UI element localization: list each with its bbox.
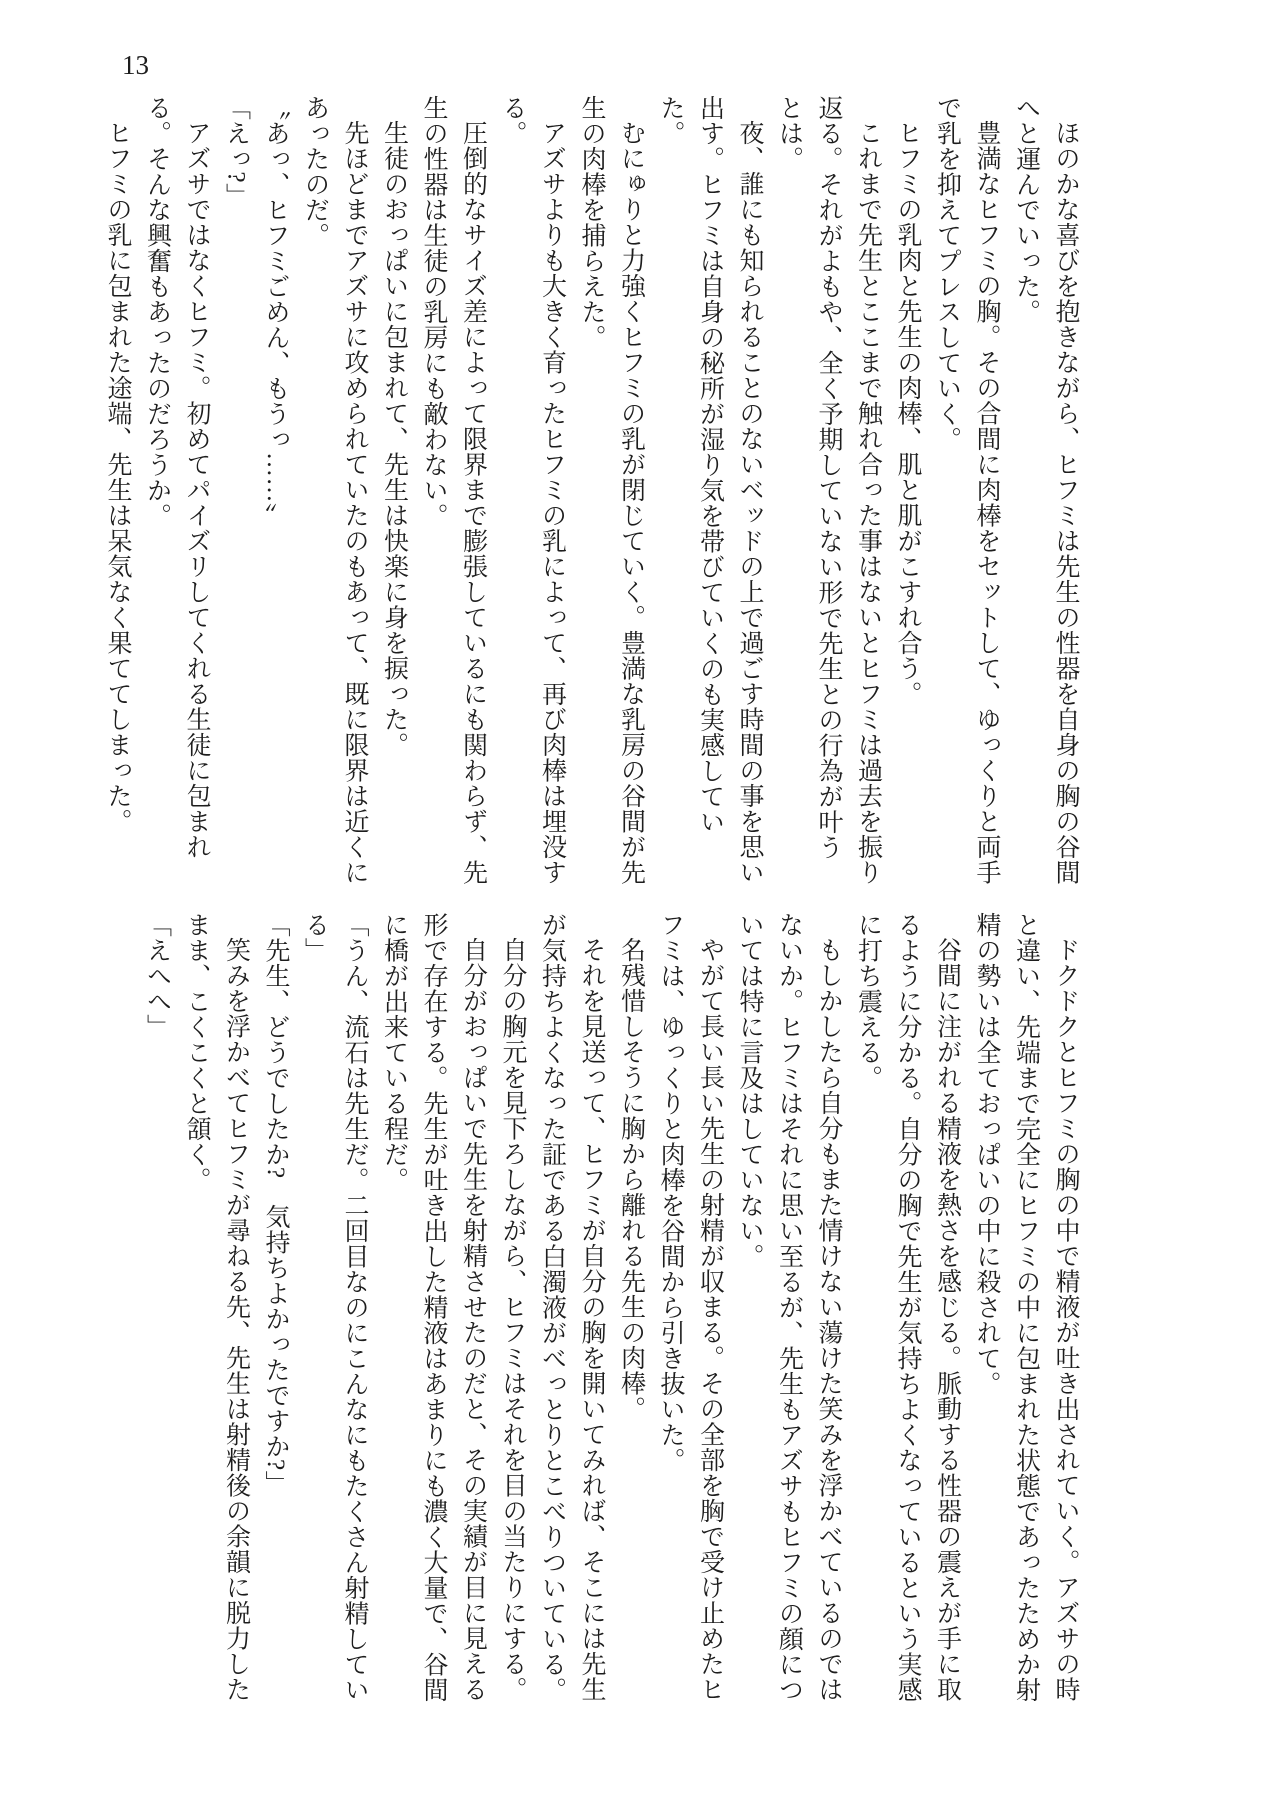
paragraph: ほのかな喜びを抱きながら、ヒフミは先生の性器を自身の胸の谷間へと運んでいった。 — [1012, 95, 1079, 885]
paragraph: やがて長い長い先生の射精が収まる。その全部を胸で受け止めたヒフミは、ゆっくりと肉棒を谷間から引き抜いた。 — [657, 912, 724, 1702]
paragraph: これまで先生とここまで触れ合った事はないとヒフミは過去を振り返る。それがよもや、全く予期していない形で先生との行為が叶うとは。 — [775, 95, 882, 885]
paragraph: それを見送って、ヒフミが自分の胸を開いてみれば、そこには先生が気持ちよくなった証である白濁液がべっとりとこべりついている。 — [538, 912, 605, 1703]
page-number: 13 — [122, 50, 149, 80]
paragraph: 豊満なヒフミの胸。その合間に肉棒をセットして、ゆっくりと両手で乳を抑えてプレスしていく。 — [933, 95, 1000, 885]
paragraph: 名残惜しそうに胸から離れる先生の肉棒。 — [617, 937, 645, 1422]
paragraph: 夜、誰にも知られることのないベッドの上で過ごす時間の事を思い出す。ヒフミは自身の秘所が湿り気を帯びていくのも実感していた。 — [657, 95, 763, 885]
paragraph: 自分がおっぱいで先生を射精させたのだと、その実績が目に見える形で存在する。先生が吐き出した精液はあまりにも濃く大量で、谷間に橋が出来ている程だ。 — [380, 912, 487, 1703]
paragraph: ヒフミの乳に包まれた途端、先生は呆気なく果ててしまった。 — [104, 120, 131, 834]
text-block-top — [98, 95, 1086, 885]
paragraph: 先ほどまでアズサに攻められていたのもあって、既に限界は近くにあったのだ。 — [301, 95, 368, 885]
paragraph: ドクドクとヒフミの胸の中で精液が吐き出されていく。アズサの時と違い、先端まで完全にヒフミの中に包まれた状態であったためか射精の勢いは全ておっぱいの中に殺されて。 — [973, 912, 1079, 1703]
paragraph: 笑みを浮かべてヒフミが尋ねる先、先生は射精後の余韻に脱力したまま、こくこくと頷く。 — [183, 912, 250, 1702]
paragraph: 「えへへ」 — [143, 912, 171, 1040]
paragraph: 〝あっ、ヒフミごめん、もうっ……〟 — [262, 95, 289, 529]
paragraph: むにゅりと力強くヒフミの乳が閉じていく。豊満な乳房の谷間が先生の肉棒を捕らえた。 — [578, 95, 645, 885]
paragraph: 谷間に注がれる精液を熱さを感じる。脈動する性器の震えが手に取るように分かる。自分の胸で先生が気持ちよくなっているという実感に打ち震える。 — [854, 912, 961, 1703]
paragraph: 「先生、どうでしたか? 気持ちよかったですか?」 — [262, 912, 289, 1497]
paragraph: アズサよりも大きく育ったヒフミの乳によって、再び肉棒は埋没する。 — [499, 95, 566, 885]
paragraph: 圧倒的なサイズ差によって限界まで膨張しているにも関わらず、先生の性器は生徒の乳房にも敵わない。 — [420, 95, 487, 885]
paragraph: 自分の胸元を見下ろしながら、ヒフミはそれを目の当たりにする。 — [499, 937, 526, 1702]
text-block-bottom — [137, 912, 1085, 1704]
paragraph: ヒフミの乳肉と先生の肉棒、肌と肌がこすれ合う。 — [894, 120, 921, 707]
paragraph: 「えっ?」 — [222, 95, 250, 209]
paragraph: もしかしたら自分もまた情けない蕩けた笑みを浮かべているのではないか。ヒフミはそれに思い至るが、先生もアズサもヒフミの顔については特に言及はしていない。 — [736, 912, 842, 1703]
paragraph: 生徒のおっぱいに包まれて、先生は快楽に身を捩った。 — [380, 120, 408, 758]
paragraph: 「うん、流石は先生だ。二回目なのにこんなにもたくさん射精している」 — [301, 912, 368, 1703]
paragraph: アズサではなくヒフミ。初めてパイズリしてくれる生徒に包まれる。そんな興奮もあったのだろうか。 — [143, 95, 210, 860]
